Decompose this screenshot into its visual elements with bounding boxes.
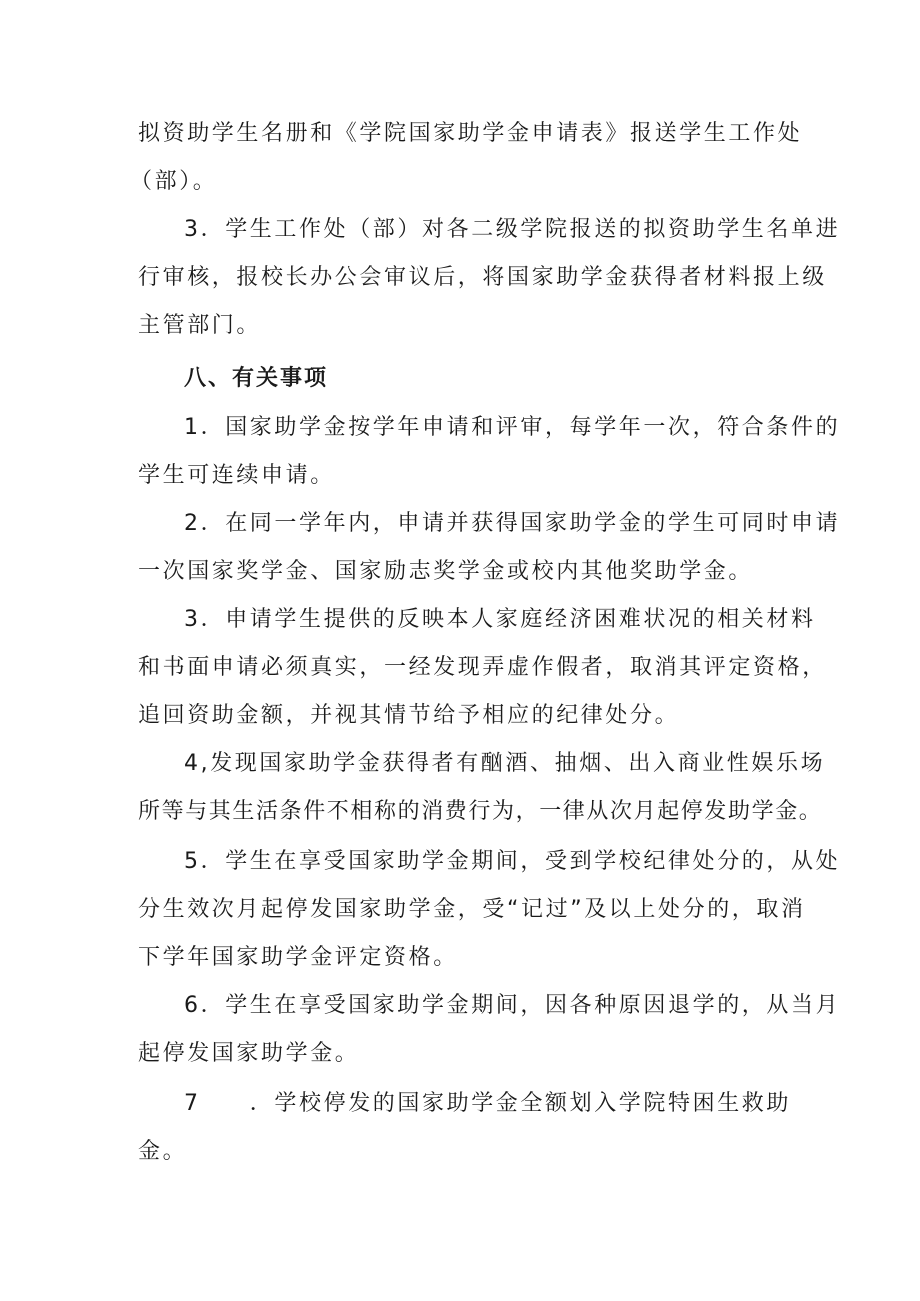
paragraph-line: 3．申请学生提供的反映本人家庭经济困难状况的相关材料 bbox=[184, 607, 816, 632]
paragraph-line: 4,发现国家助学金获得者有酗酒、抽烟、出入商业性娱乐场 bbox=[184, 751, 826, 776]
paragraph-line: 1．国家助学金按学年申请和评审，每学年一次，符合条件的 bbox=[184, 415, 841, 440]
paragraph-line: 2．在同一学年内，申请并获得国家助学金的学生可同时申请 bbox=[184, 511, 841, 536]
paragraph-line: 主管部门。 bbox=[138, 313, 262, 338]
paragraph-line: 行审核，报校长办公会审议后，将国家助学金获得者材料报上级 bbox=[138, 265, 827, 290]
paragraph-line: 3．学生工作处（部）对各二级学院报送的拟资助学生名单进 bbox=[184, 217, 841, 242]
paragraph-line: （部）。 bbox=[130, 169, 218, 194]
paragraph-line: 所等与其生活条件不相称的消费行为，一律从次月起停发助学金。 bbox=[138, 799, 823, 824]
paragraph-line: 一次国家奖学金、国家励志奖学金或校内其他奖助学金。 bbox=[138, 559, 754, 584]
paragraph-line: 和书面申请必须真实，一经发现弄虚作假者，取消其评定资格， bbox=[138, 655, 827, 680]
paragraph-line: 学生可连续申请。 bbox=[138, 463, 335, 488]
section-heading: 八、有关事项 bbox=[184, 366, 329, 391]
paragraph-line: 金。 bbox=[138, 1139, 188, 1164]
paragraph-line: 5．学生在享受国家助学金期间，受到学校纪律处分的，从处 bbox=[184, 849, 841, 874]
paragraph-line: 起停发国家助学金。 bbox=[138, 1041, 360, 1066]
paragraph-line: 追回资助金额，并视其情节给予相应的纪律处分。 bbox=[138, 703, 680, 728]
paragraph-line: 6．学生在享受国家助学金期间，因各种原因退学的，从当月 bbox=[184, 993, 841, 1018]
paragraph-line: 拟资助学生名册和《学院国家助学金申请表》报送学生工作处 bbox=[138, 121, 803, 146]
paragraph-line: 下学年国家助学金评定资格。 bbox=[138, 945, 458, 970]
paragraph-line: 7 ．学校停发的国家助学金全额划入学院特困生救助 bbox=[184, 1091, 791, 1116]
paragraph-line: 分生效次月起停发国家助学金，受“记过”及以上处分的，取消 bbox=[138, 897, 806, 922]
